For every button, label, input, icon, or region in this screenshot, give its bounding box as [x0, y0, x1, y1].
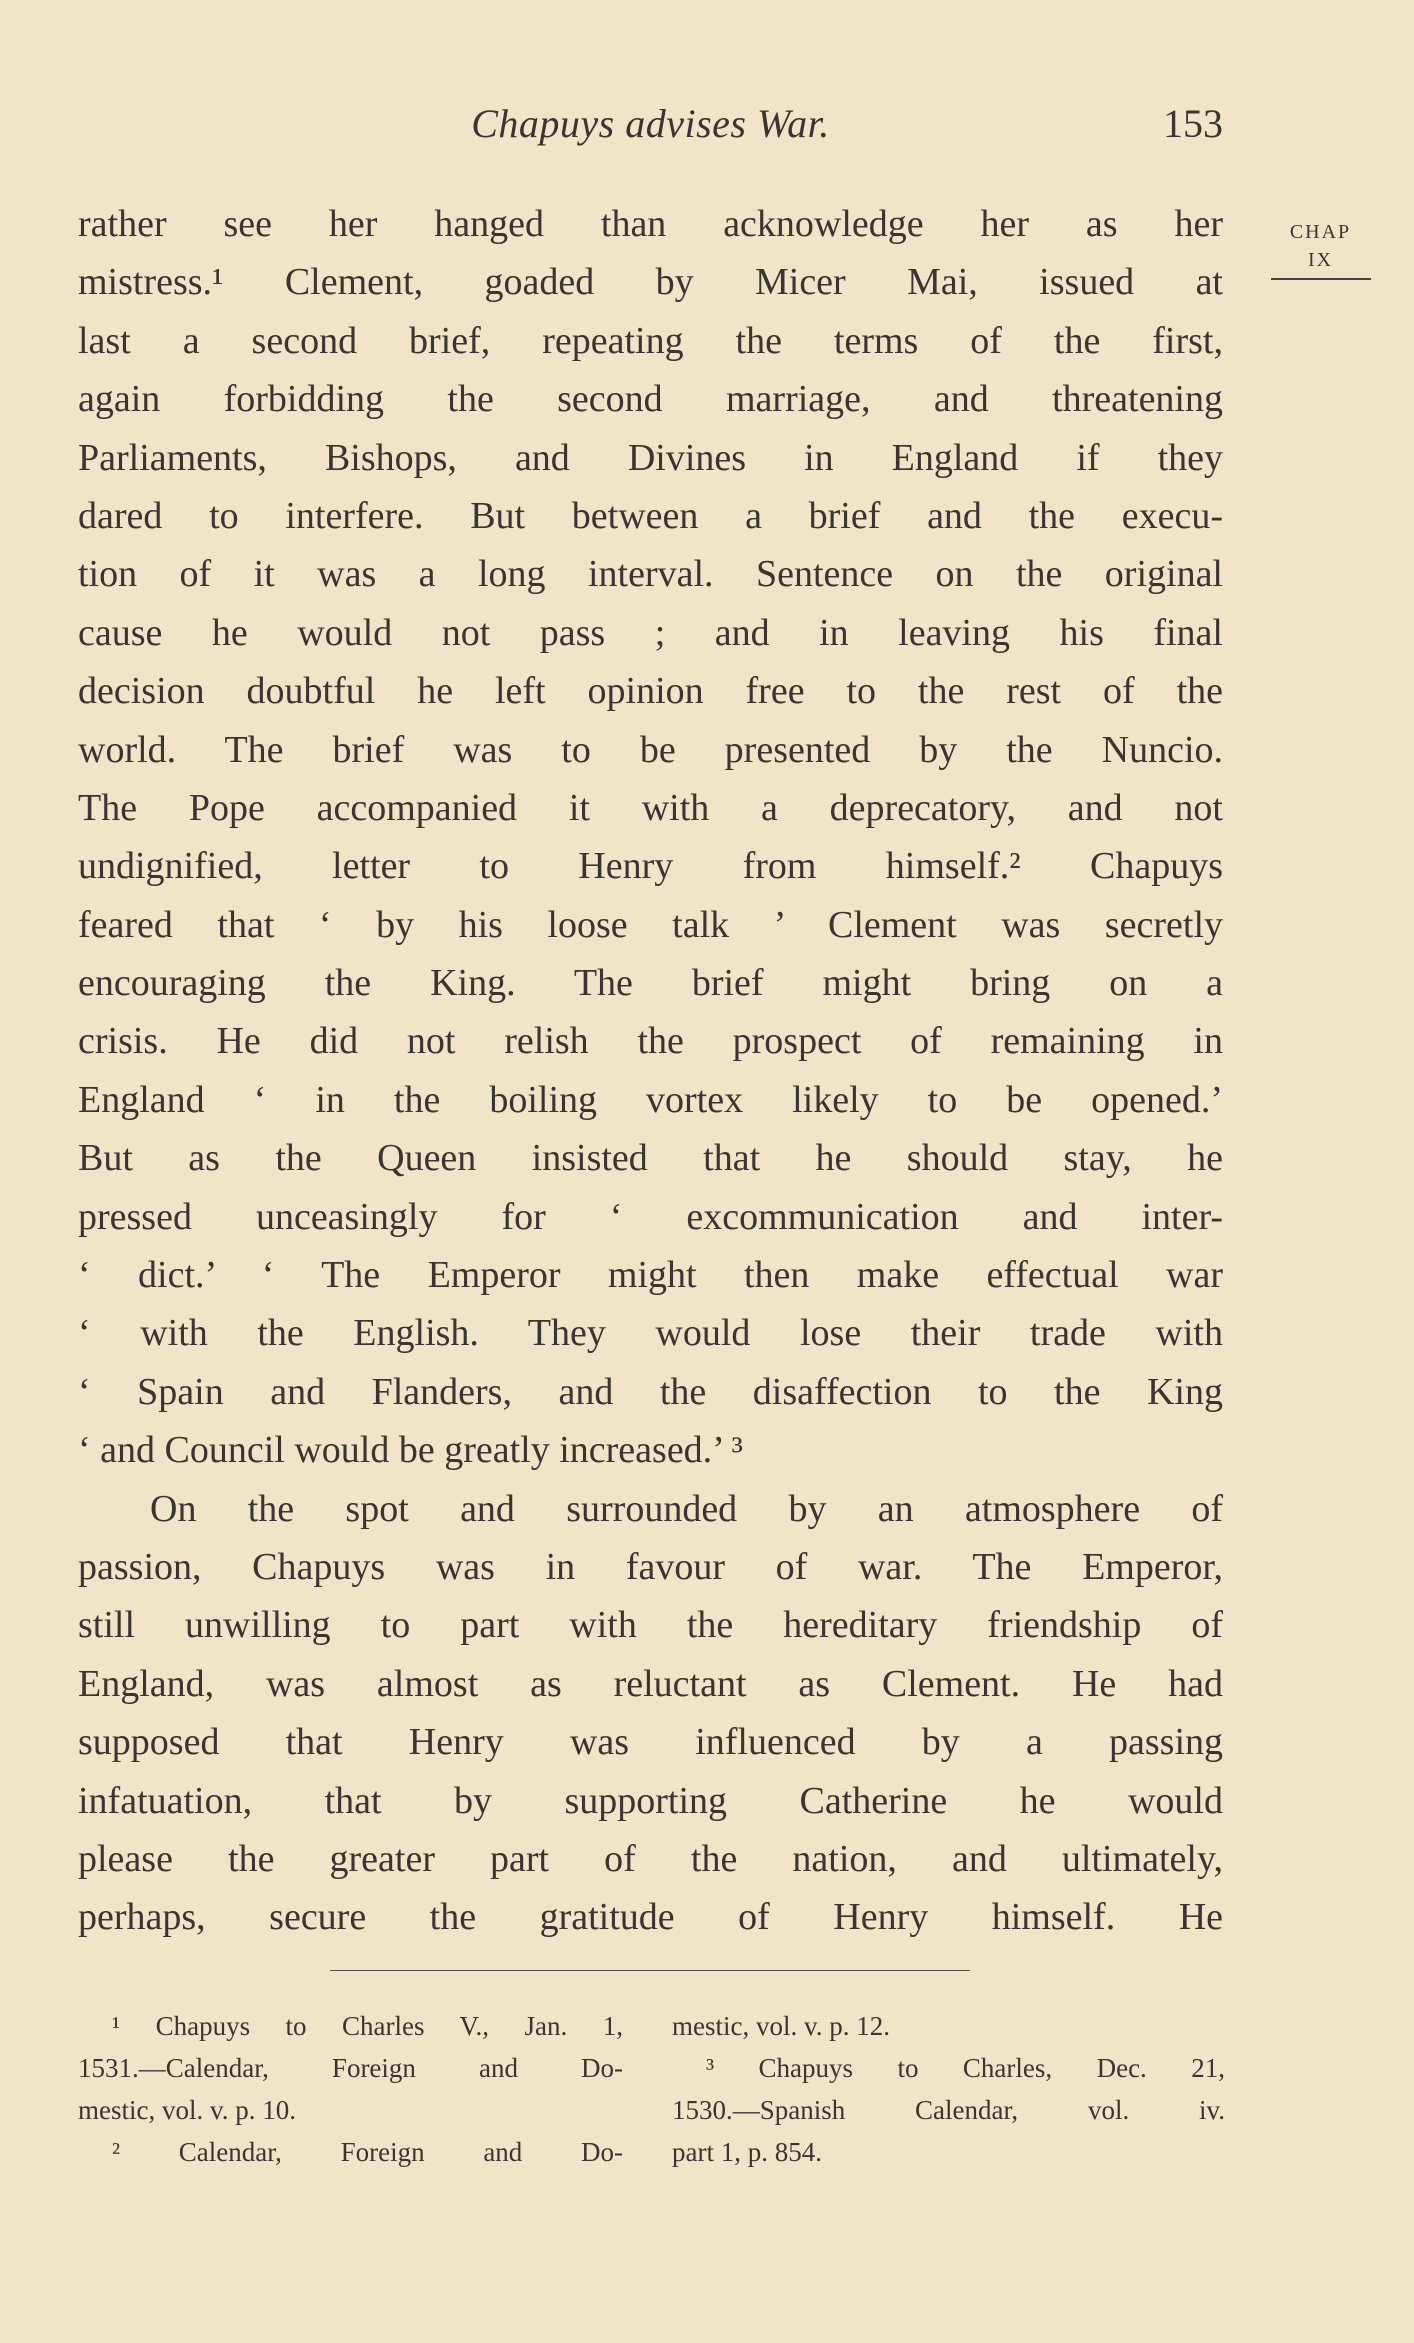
text-line: The Pope accompanied it with a deprecatory, and not — [78, 786, 1223, 829]
text-line: Parliaments, Bishops, and Divines in England if they — [78, 436, 1223, 479]
footnote-line: 1531.—Calendar, Foreign and Do- — [78, 2053, 623, 2083]
paragraph-start-line: On the spot and surrounded by an atmosphere of — [150, 1487, 1223, 1530]
footnote-line: ¹ Chapuys to Charles V., Jan. 1, — [112, 2011, 623, 2041]
text-line: crisis. He did not relish the prospect of remaining in — [78, 1020, 1223, 1063]
text-line: dared to interfere. But between a brief and the execu- — [78, 494, 1223, 537]
paragraph-end-line: ‘ and Council would be greatly increased.’ ³ — [78, 1429, 743, 1472]
text-line: supposed that Henry was influenced by a passing — [78, 1721, 1223, 1764]
text-line: ‘ with the English. They would lose their trade with — [78, 1312, 1223, 1355]
chapter-rule — [1271, 278, 1371, 280]
text-line: England ‘ in the boiling vortex likely to be opened.’ — [78, 1078, 1223, 1121]
text-line: tion of it was a long interval. Sentence on the original — [78, 553, 1223, 596]
chapter-margin-note — [1268, 218, 1373, 280]
text-line: England, was almost as reluctant as Clement. He had — [78, 1662, 1223, 1705]
footnote-line: ³ Chapuys to Charles, Dec. 21, — [706, 2053, 1225, 2083]
text-line: please the greater part of the nation, and ultimately, — [78, 1837, 1223, 1880]
text-line: mistress.¹ Clement, goaded by Micer Mai, issued at — [78, 261, 1223, 304]
footnote-rule — [330, 1970, 970, 1971]
text-line: feared that ‘ by his loose talk ’ Clement was secretly — [78, 903, 1223, 946]
text-line: infatuation, that by supporting Catherine he would — [78, 1779, 1223, 1822]
footnote-line: ² Calendar, Foreign and Do- — [112, 2137, 623, 2167]
footnotes-left-column — [78, 2005, 623, 2173]
text-line: decision doubtful he left opinion free to the rest of the — [78, 670, 1223, 713]
page-number: 153 — [1163, 101, 1223, 146]
text-line: perhaps, secure the gratitude of Henry himself. He — [78, 1896, 1223, 1939]
text-line: again forbidding the second marriage, and threatening — [78, 378, 1223, 421]
body-text — [78, 195, 1223, 1947]
running-title: Chapuys advises War. — [471, 101, 830, 146]
text-line: still unwilling to part with the hereditary friendship of — [78, 1604, 1223, 1647]
running-header — [78, 100, 1223, 160]
text-line: But as the Queen insisted that he should stay, he — [78, 1137, 1223, 1180]
footnote-line: part 1, p. 854. — [672, 2137, 822, 2167]
footnote-line: mestic, vol. v. p. 12. — [672, 2011, 890, 2041]
footnote-line: mestic, vol. v. p. 10. — [78, 2095, 296, 2125]
text-line: rather see her hanged than acknowledge her as her — [78, 203, 1223, 245]
footnote-line: 1530.—Spanish Calendar, vol. iv. — [672, 2095, 1225, 2125]
text-line: encouraging the King. The brief might bring on a — [78, 962, 1223, 1005]
text-line: pressed unceasingly for ‘ excommunication and inter- — [78, 1195, 1223, 1238]
text-line: ‘ Spain and Flanders, and the disaffection to the King — [78, 1370, 1223, 1413]
text-line: last a second brief, repeating the terms of the first, — [78, 319, 1223, 362]
text-line: ‘ dict.’ ‘ The Emperor might then make effectual war — [78, 1254, 1223, 1297]
chapter-label: CHAP — [1289, 221, 1352, 243]
text-line: undignified, letter to Henry from himself.² Chapuys — [78, 845, 1223, 888]
chapter-numeral: IX — [1307, 249, 1334, 271]
footnotes-right-column — [672, 2005, 1225, 2173]
text-line: cause he would not pass ; and in leaving his final — [78, 611, 1223, 654]
text-line: passion, Chapuys was in favour of war. The Emperor, — [78, 1545, 1223, 1588]
text-line: world. The brief was to be presented by the Nuncio. — [78, 728, 1223, 771]
